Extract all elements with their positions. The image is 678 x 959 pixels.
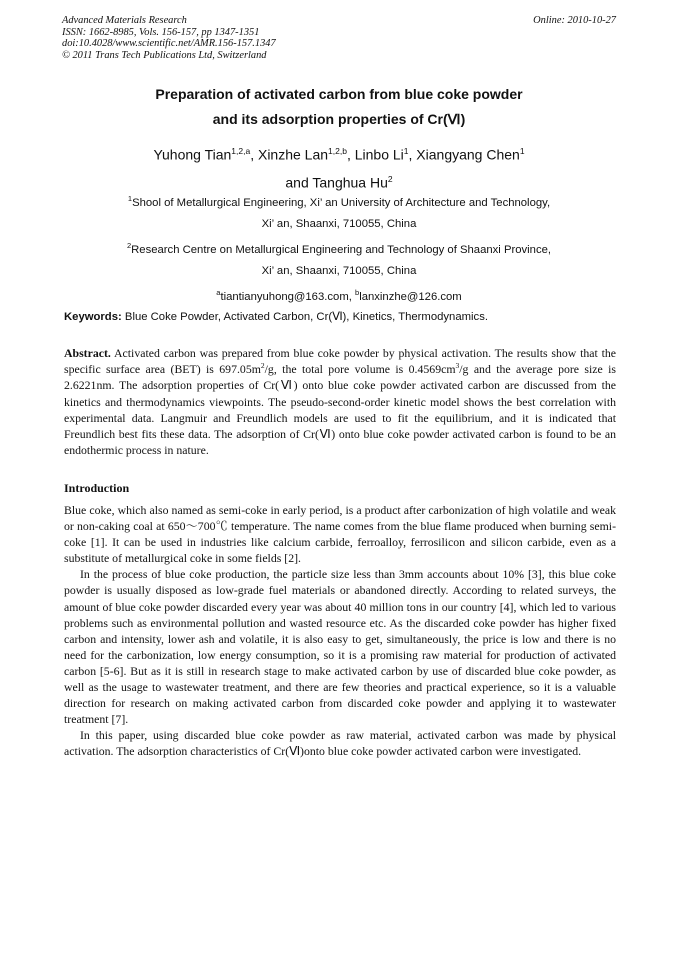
author-separator: , [408, 146, 417, 163]
abstract-label: Abstract. [64, 346, 111, 360]
title-line-2: and its adsorption properties of Cr(Ⅵ) [212, 111, 466, 127]
author-affil-mark: 2 [387, 173, 393, 184]
affiliation-2 [40, 235, 638, 261]
journal-header [62, 15, 616, 61]
abstract-text: /g, the total pore volume is 0.4569cm [264, 362, 456, 377]
introduction-body [64, 502, 616, 760]
author-name: Xinzhe Lan [257, 146, 329, 163]
abstract-sup: 2 [260, 361, 265, 371]
affil-mark: 2 [126, 240, 132, 250]
title-line-1: Preparation of activated carbon from blue coke powder [155, 86, 523, 102]
affiliation-1-address: Xi’ an, Shaanxi, 710055, China [261, 217, 417, 230]
copyright-line: © 2011 Trans Tech Publications Ltd, Switzerland [62, 49, 267, 61]
author-name: Xiangyang Chen [416, 146, 520, 163]
authors-line-1 [40, 139, 638, 167]
author-affil-mark: 1 [403, 146, 409, 156]
issn-line: ISSN: 1662-8985, Vols. 156-157, pp 1347-1351 [62, 26, 260, 38]
journal-name: Advanced Materials Research [62, 15, 187, 26]
affiliation-1 [40, 188, 638, 214]
abstract-sup: 3 [455, 361, 460, 371]
author-affil-mark: 1,2,b [328, 146, 347, 156]
author-affil-mark: 1 [519, 146, 525, 156]
doi-line: doi:10.4028/www.scientific.net/AMR.156-157.1347 [62, 38, 276, 49]
author-separator: , [346, 146, 355, 163]
online-date: Online: 2010-10-27 [533, 15, 616, 26]
author-emails [40, 282, 638, 308]
email-mark: b [355, 287, 360, 297]
abstract-text: /g and the average pore size is 2.6221nm. The adsorption properties of Cr(Ⅵ) onto blue coke powder activated carbon are discussed from the kinetics and thermodynamics viewpoints. The pseudo-second-order kinetic model shows the best correlation with experimental data. Langmuir and Freundlich models are used to fit the equilibrium, and it is indicated that Freundlich best fits these data. The adsorption of Cr(Ⅵ) onto blue coke powder activated carbon is found to be an endothermic process in nature. [64, 362, 617, 458]
keywords [64, 310, 616, 325]
abstract [64, 345, 616, 458]
affiliations [40, 188, 638, 307]
affil-text: Shool of Metallurgical Engineering, Xi’ an University of Architecture and Technology, [132, 196, 551, 209]
paragraph: In the process of blue coke production, the particle size less than 3mm accounts about 10% [3], this blue coke powder is usually disposed as low-grade fuel materials or abandoned directly. According to related surveys, the amount of blue coke powder discarded every year was about 40 million tons in our country [4], which led to various problems such as environmental pollution and wasted resource etc. As the discarded coke powder has higher fixed carbon and intensity, lower ash and volatile, it is also easy to get, simultaneously, the price is low and there is no need for the carbonization, low energy consumption, so it is a promising raw material for production of activated carbon [5-6]. But as it is still in research stage to make activated carbon by use of discarded blue coke powder, as well as the usage to wastewater treatment, and there are few theories and practical experience, so it is a valuable direction for research on making activated carbon from discarded coke powder and applying it to wastewater treatment [7]. [64, 567, 616, 727]
keywords-text: Blue Coke Powder, Activated Carbon, Cr(Ⅵ), Kinetics, Thermodynamics. [121, 311, 488, 323]
author-name: Yuhong Tian [153, 146, 232, 163]
author-affil-mark: 1,2,a [231, 146, 251, 156]
email-mark: a [216, 287, 221, 297]
affil-text: Research Centre on Metallurgical Engineering and Technology of Shaanxi Province, [131, 243, 552, 256]
author-list [40, 139, 638, 194]
paper-title [40, 82, 638, 132]
section-heading-introduction: Introduction [64, 481, 130, 495]
abstract-text: Activated carbon was prepared from blue coke powder by physical activation. The results show that the specific surface area (BET) is 697.05m [64, 346, 616, 377]
email-b: lanxinzhe@126.com [359, 290, 462, 303]
keywords-label: Keywords: [64, 311, 122, 323]
email-a: tiantianyuhong@163.com, [220, 290, 356, 303]
affiliation-2-address: Xi’ an, Shaanxi, 710055, China [261, 264, 417, 277]
author-separator: , [250, 146, 258, 163]
author-name: Linbo Li [354, 146, 404, 163]
paragraph: Blue coke, which also named as semi-coke in early period, is a product after carbonization of high volatile and weak or non-caking coal at 650～700℃ temperature. The name comes from the blue flame produced when burning semi-coke [1]. It can be used in industries like calcium carbide, ferroalloy, ferrosilicon and silicon carbide, even as a substitute of metallurgical coke in some fields [2]. [64, 503, 616, 566]
paragraph: In this paper, using discarded blue coke powder as raw material, activated carbon was made by physical activation. The adsorption characteristics of Cr(Ⅵ)onto blue coke powder activated carbon were investigated. [64, 728, 616, 759]
author-name: and Tanghua Hu [285, 174, 388, 191]
affil-mark: 1 [127, 194, 133, 203]
